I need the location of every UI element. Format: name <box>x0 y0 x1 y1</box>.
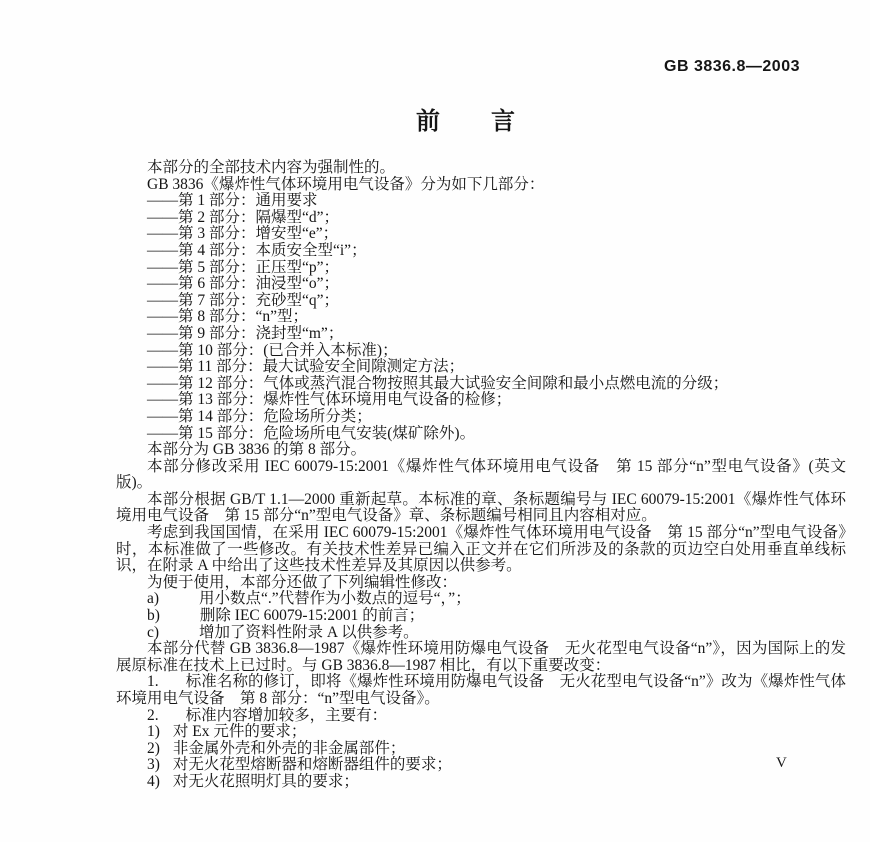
item-label: a) <box>147 590 160 608</box>
item-text: ——第 10 部分：(已合并入本标准)； <box>147 341 398 359</box>
item-label: 4) <box>147 772 160 790</box>
item-text: ——第 12 部分：气体或蒸汽混合物按照其最大试验安全间隙和最小点燃电流的分级； <box>147 374 729 392</box>
list-item <box>116 193 846 210</box>
item-label: 1) <box>147 723 160 741</box>
paragraph-text: 本部分为 GB 3836 的第 8 部分。 <box>147 441 367 459</box>
paragraph-text: 本部分修改采用 IEC 60079-15:2001《爆炸性气体环境用电气设备 第 15 部分“n”型电气设备》(英文版)。 <box>116 457 846 492</box>
item-text: 非金属外壳和外壳的非金属部件； <box>172 739 406 757</box>
document-body <box>116 160 846 791</box>
list-item <box>116 243 846 260</box>
list-item <box>116 343 846 360</box>
paragraph-text: 本部分的全部技术内容为强制性的。 <box>147 159 396 176</box>
paragraph <box>116 575 846 592</box>
item-label: 1. <box>147 673 159 691</box>
item-text: ——第 15 部分：危险场所电气安装(煤矿除外)。 <box>147 424 476 442</box>
list-item <box>116 724 846 741</box>
list-item <box>116 426 846 443</box>
item-text: ——第 4 部分：本质安全型“i”； <box>147 241 367 259</box>
list-item <box>116 359 846 376</box>
item-text: ——第 8 部分：“n”型； <box>147 308 309 326</box>
item-text: 对无火花型熔断器和熔断器组件的要求； <box>172 756 452 774</box>
item-label: 3) <box>147 756 160 774</box>
list-item <box>116 757 846 774</box>
list-item <box>116 392 846 409</box>
page-title: 前 言 <box>416 108 516 135</box>
list-item <box>116 226 846 243</box>
item-label: c) <box>147 623 160 641</box>
list-item <box>116 276 846 293</box>
item-label: 2) <box>147 739 160 757</box>
item-text: ——第 13 部分：爆炸性气体环境用电气设备的检修； <box>147 391 512 409</box>
item-text: 删除 IEC 60079-15:2001 的前言； <box>199 607 425 625</box>
list-item <box>116 774 846 791</box>
paragraph-text: 本部分代替 GB 3836.8—1987《爆炸性环境用防爆电气设备 无火花型电气设备“n”》，因为国际上的发展原标准在技术上已过时。与 GB 3836.8—1987 相比，有以下重要改变： <box>116 640 846 674</box>
paragraph <box>116 160 846 177</box>
page-number: V <box>776 755 787 771</box>
item-text: 标准内容增加较多，主要有： <box>185 706 388 724</box>
list-item <box>116 293 846 310</box>
item-text: ——第 2 部分：隔爆型“d”； <box>147 208 340 226</box>
paragraph <box>116 177 846 194</box>
item-text: ——第 7 部分：充砂型“q”； <box>147 291 340 309</box>
item-text: 增加了资料性附录 A 以供参考。 <box>199 623 419 641</box>
doc-number: GB 3836.8—2003 <box>664 58 800 75</box>
list-item <box>116 376 846 393</box>
list-item <box>116 260 846 277</box>
item-text: ——第 11 部分：最大试验安全间隙测定方法； <box>147 358 465 376</box>
paragraph-text: 本部分根据 GB/T 1.1—2000 重新起草。本标准的章、条标题编号与 IEC 60079-15:2001《爆炸性气体环境用电气设备 第 15 部分“n”型电气设备》章、条标题编号相同且内容相对应。 <box>116 490 846 525</box>
paragraph-text: 为便于使用，本部分还做了下列编辑性修改： <box>147 573 458 591</box>
paragraph <box>116 492 846 525</box>
list-item <box>116 210 846 227</box>
paragraph-text: 考虑到我国国情，在采用 IEC 60079-15:2001《爆炸性气体环境用电气设备 第 15 部分“n”型电气设备》时，本标准做了一些修改。有关技术性差异已编入正文并在它们所涉及的条款的页边空白处用垂直单线标识，在附录 A 中给出了这些技术性差异及其原因以供参考。 <box>116 524 846 575</box>
item-text: ——第 3 部分：增安型“e”； <box>147 225 339 243</box>
list-item <box>116 326 846 343</box>
item-text: ——第 9 部分：浇封型“m”； <box>147 324 344 342</box>
list-item <box>116 309 846 326</box>
item-text: 标准名称的修订，即将《爆炸性环境用防爆电气设备 无火花型电气设备“n”》改为《爆炸性气体环境用电气设备 第 8 部分：“n”型电气设备》。 <box>116 673 846 707</box>
list-item <box>116 708 846 725</box>
list-item <box>116 409 846 426</box>
item-text: ——第 5 部分：正压型“p”； <box>147 258 340 276</box>
paragraph <box>116 641 846 674</box>
item-text: ——第 14 部分：危险场所分类； <box>147 407 372 425</box>
paragraph-text: GB 3836《爆炸性气体环境用电气设备》分为如下几部分： <box>147 175 545 193</box>
list-item <box>116 741 846 758</box>
item-text: 用小数点“.”代替作为小数点的逗号“，”； <box>199 590 471 608</box>
list-item <box>116 674 846 707</box>
list-item <box>116 625 846 642</box>
item-label: 2. <box>147 706 159 724</box>
paragraph <box>116 525 846 575</box>
paragraph <box>116 442 846 459</box>
item-label: b) <box>147 607 160 625</box>
item-text: 对 Ex 元件的要求； <box>172 723 307 741</box>
list-item <box>116 591 846 608</box>
paragraph <box>116 459 846 492</box>
item-text: ——第 6 部分：油浸型“o”； <box>147 275 340 293</box>
list-item <box>116 608 846 625</box>
item-text: 对无火花照明灯具的要求； <box>172 772 359 790</box>
item-text: ——第 1 部分：通用要求 <box>147 192 318 210</box>
